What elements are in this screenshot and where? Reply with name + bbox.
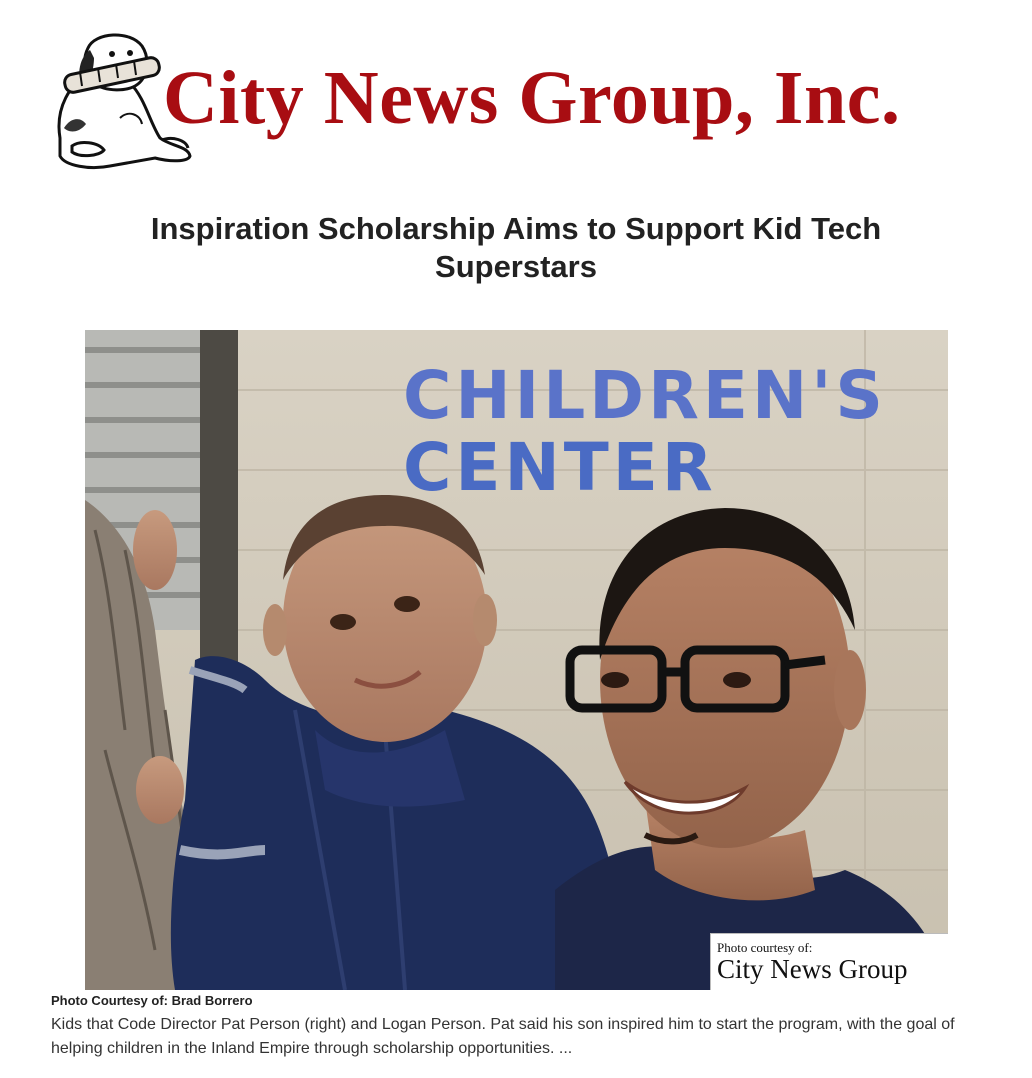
- photo-credit-overlay: [710, 933, 948, 990]
- brand-name[interactable]: City News Group, Inc.: [163, 56, 901, 140]
- article-photo[interactable]: [85, 330, 948, 990]
- masthead: [50, 28, 980, 178]
- sign-line-1: CHILDREN'S: [403, 357, 887, 434]
- sign-line-2: CENTER: [403, 429, 717, 506]
- article-caption: Kids that Code Director Pat Person (right) and Logan Person. Pat said his son inspired him to start the program, with the goal of helping children in the Inland Empire through scholarship opportunities. ...: [51, 1016, 955, 1057]
- overlay-credit-label: Photo courtesy of:: [717, 940, 813, 955]
- overlay-brand-name: City News Group: [717, 954, 908, 984]
- article-headline: Inspiration Scholarship Aims to Support Kid Tech Superstars: [150, 211, 882, 284]
- photo-credit: Photo Courtesy of: Brad Borrero: [51, 993, 253, 1008]
